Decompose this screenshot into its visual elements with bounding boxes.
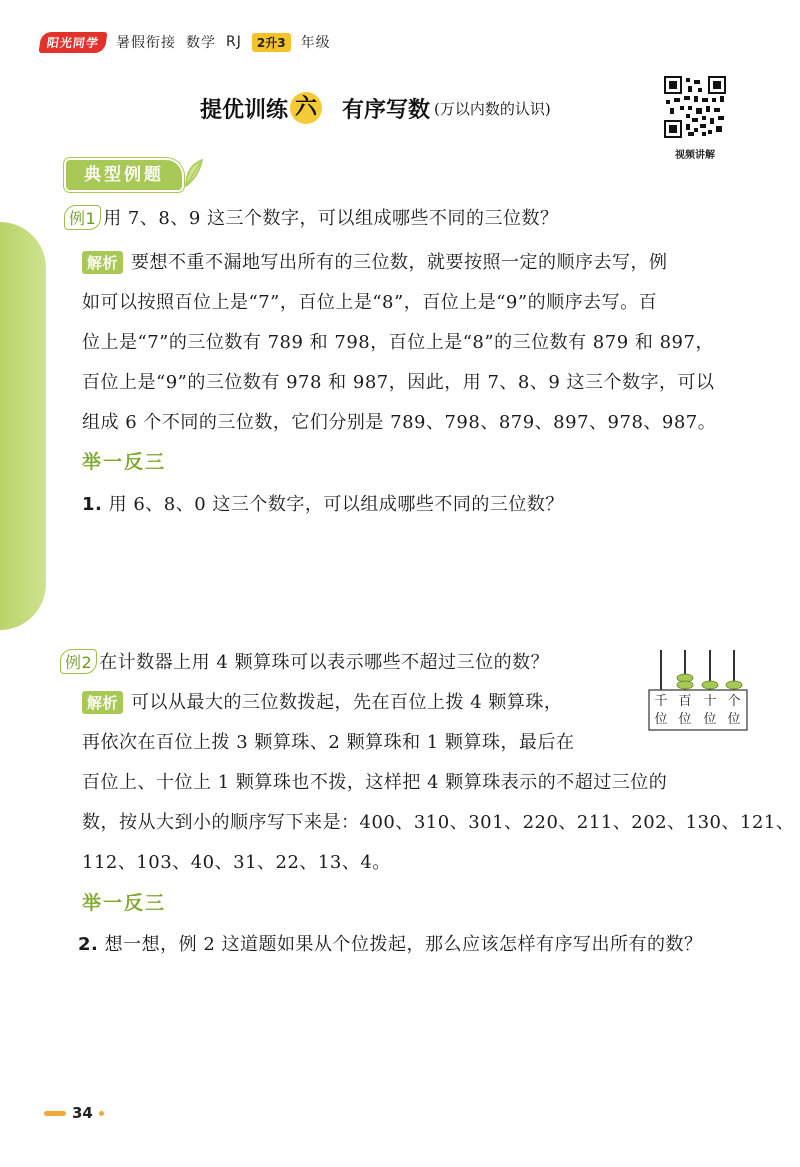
abacus-label-thousands-2: 位: [654, 712, 668, 727]
page-number-text: 34: [72, 1104, 93, 1122]
practice1-heading: 举一反三: [82, 451, 167, 473]
page-header: [40, 30, 331, 54]
example1-analysis-tag: 解析: [82, 251, 123, 274]
page-number-bar: [44, 1111, 66, 1116]
series-label: 暑假衔接: [116, 35, 177, 51]
example2-analysis-text-1: 可以从最大的三位数拨起，先在百位上拨 4 颗算珠，: [131, 692, 563, 713]
abacus-diagram: [648, 650, 748, 732]
example1-analysis-line-5: 组成 6 个不同的三位数，它们分别是 789、798、879、897、978、987。: [82, 412, 717, 433]
example2-tag: 例2: [60, 649, 97, 674]
practice2-number: 2.: [78, 934, 99, 955]
example1-analysis-line-2: 如可以按照百位上是“7”，百位上是“8”，百位上是“9”的顺序去写。百: [82, 292, 658, 313]
example2-analysis-line-3: 百位上、十位上 1 颗算珠也不拨，这样把 4 颗算珠表示的不超过三位的: [82, 772, 668, 793]
example1-question-row: [64, 204, 559, 230]
abacus-label-hundreds-1: 百: [678, 694, 692, 709]
practice2-heading: 举一反三: [82, 892, 167, 914]
page-number: [44, 1104, 104, 1122]
page-number-dot: [99, 1111, 104, 1116]
abacus-label-hundreds-2: 位: [678, 712, 692, 727]
qr-caption: 视频讲解: [675, 150, 715, 161]
practice2-question-row: [78, 930, 703, 956]
title-main: 提优训练: [200, 97, 289, 123]
example1-tag: 例1: [64, 205, 101, 230]
grade-label: 年级: [300, 35, 331, 51]
practice2-question: 想一想，例 2 这道题如果从个位拨起，那么应该怎样有序写出所有的数？: [104, 934, 703, 955]
example1-analysis-text-1: 要想不重不漏地写出所有的三位数，就要按照一定的顺序去写，例: [131, 252, 668, 273]
practice1-number: 1.: [82, 494, 103, 515]
example1-analysis-line-4: 百位上是“9”的三位数有 978 和 987，因此，用 7、8、9 这三个数字，可以: [82, 372, 715, 393]
example2-question: 在计数器上用 4 颗算珠可以表示哪些不超过三位的数？: [99, 652, 550, 673]
example2-question-row: [60, 648, 549, 674]
qr-code-icon[interactable]: [664, 76, 726, 138]
abacus-bead: [677, 681, 693, 689]
example2-analysis-line-2: 再依次在百位上拨 3 颗算珠、2 颗算珠和 1 颗算珠，最后在: [82, 732, 575, 753]
example2-analysis-line-1: [82, 688, 562, 714]
example2-analysis-line-4: 数，按从大到小的顺序写下来是：400、310、301、220、211、202、130、121、: [82, 812, 795, 833]
abacus-label-ones-1: 个: [727, 694, 741, 709]
example2-analysis-line-5: 112、103、40、31、22、13、4。: [82, 852, 391, 873]
practice1-question: 用 6、8、0 这三个数字，可以组成哪些不同的三位数？: [108, 494, 564, 515]
abacus-label-tens-2: 位: [703, 712, 717, 727]
title-topic: 有序写数: [342, 97, 431, 123]
title-subtitle: (万以内数的认识): [434, 99, 551, 118]
side-tab: [0, 222, 46, 630]
abacus-label-ones-2: 位: [727, 712, 741, 727]
example1-question: 用 7、8、9 这三个数字，可以组成哪些不同的三位数？: [103, 208, 559, 229]
abacus-label-thousands-1: 千: [654, 694, 668, 709]
page-title: [200, 92, 551, 124]
abacus-bead: [702, 681, 718, 689]
practice1-question-row: [82, 490, 564, 516]
title-number: 六: [290, 92, 322, 124]
edition-label: RJ: [226, 34, 242, 50]
leaf-icon: [182, 158, 206, 188]
subject-label: 数学: [186, 35, 217, 51]
abacus-label-tens-1: 十: [703, 694, 717, 709]
example2-analysis-tag: 解析: [82, 691, 123, 714]
brand-logo: 阳光同学: [39, 32, 108, 53]
section-label: 典型例题: [64, 158, 184, 192]
example1-analysis-line-1: [82, 248, 668, 274]
example1-analysis-line-3: 位上是“7”的三位数有 789 和 798，百位上是“8”的三位数有 879 和 897，: [82, 332, 714, 353]
abacus-bead: [726, 681, 742, 689]
grade-badge: 2升3: [252, 33, 291, 52]
